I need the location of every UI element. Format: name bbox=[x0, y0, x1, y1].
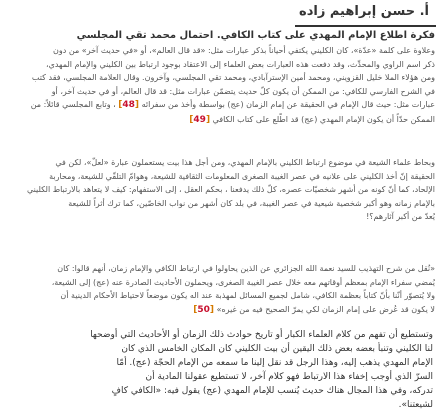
paragraph-line: ومن هؤلاء الملا خليل القزويني، ومحمد أمين الإسترآبادي، ومحمد تقي المجلسي، وآخرون. وقال العلامة المجلسي، فقد كتب bbox=[31, 73, 435, 82]
paragraph-3-quote bbox=[11, 262, 435, 317]
paragraph-line: وبحاط علماء الشيعة في موضوع ارتباط الكليني بالإمام المهدي، ومن أجل هذا بيت يستعملون عبارة «لعلّ»، لكن في bbox=[55, 158, 435, 167]
paragraph-line: تدركه، وفي هذا المجال هناك حديث يُنسب للإمام المهدي (عج) يقول فيه: «الكافي كافٍ bbox=[111, 386, 433, 396]
footnote-ref-49[interactable]: [49] bbox=[189, 114, 211, 125]
paragraph-line: ولا يُتصوّر أنّنا بأنّ كتاباً بعظمة الكافي، شامل لجميع المسائل لمهذبة عند اله يكون موضعاً لاحتياط الأحكام الدينية أن bbox=[60, 291, 435, 300]
paragraph-line: الحقيقة إنّ أخذ الكليني على علانيه في عصر الغيبة الصغرى المعلومات الثقافية للشيعة، وهوامّ التلقّي للشيعة، ومحاربة bbox=[49, 171, 435, 181]
paragraph-line: في الشرح الفارسي للكافي: من الممكن أن يكون كلّ حديث يتضمّن عبارات مثل: قد قال العالم، أو في حديث آخر، أو bbox=[51, 86, 435, 96]
paragraph-line bbox=[11, 98, 435, 113]
author-heading bbox=[295, 2, 435, 24]
paragraph-1 bbox=[11, 44, 435, 127]
paragraph-text: عبارات مثل: حيث قال الإمام في الحقيقة عن إمام الزمان (عج) بواسطة وأخذ من سفرائه bbox=[141, 100, 435, 109]
footnote-ref-48[interactable]: [48] bbox=[118, 100, 140, 110]
paragraph-line: الإمام المهدي يذهب إليه، وهذا الرجل قد نقل إلينا ما سمعه من الإمام الحجّة (عج). أمّا bbox=[116, 358, 433, 368]
paragraph-text: ، وتابع المجلسي قائلاً: من bbox=[30, 100, 116, 109]
footnote-ref-50[interactable]: [50] bbox=[193, 304, 215, 315]
paragraph-4 bbox=[21, 328, 433, 412]
paragraph-line: وعلاوة على كلمة «عدّة»، كان الكليني يكتفي أحياناً بذكر عبارات مثل: «قد قال العالم»، أو «في حديث آخر» من دون bbox=[53, 46, 435, 55]
section-title: فكرة اطلاع الإمام المهدي على كتاب الكافي. احتمال محمد تقي المجلسي bbox=[76, 30, 435, 41]
paragraph-line: الإلحاد، كما أنّ كونه من أشهر شخصيّات عصره، كلّ ذلك يدفعنا ، بحكم العقل ، إلى الاستفهام: كيف لا يتعاهد بالارتباط الكليني bbox=[26, 185, 435, 194]
paragraph-line: يُعدّ من أكبر آثارهم؟! bbox=[366, 212, 435, 221]
paragraph-line: لشيعتنا». bbox=[398, 400, 433, 410]
paragraph-2 bbox=[11, 156, 435, 224]
paragraph-line bbox=[11, 113, 435, 128]
paragraph-line: بالإمام زمانه وهو أكبر شخصية شيعية في عصر الغيبة، في بلد كان أشهر من نواب الخاصّين، كما ترك أثراً للشيعة bbox=[68, 198, 435, 208]
paragraph-line: السرّ الذي أوجب إخفاء هذا الارتباط فهو كلام آخر، لا تستطيع عقولنا المادية أن bbox=[145, 372, 433, 382]
paragraph-line: «نُقل من شرح التهذيب للسيد نعمة الله الجزائري عن الذين يحاولوا في ارتباط الكافي والإمام زمان، أنهم قالوا: كان bbox=[57, 264, 435, 273]
paragraph-text: لا يكون قد عُرض على إمام الزمان لكي يمرّ الصحيح فيه من غيره» bbox=[216, 304, 435, 314]
paragraph-line: وتستطيع أن تفهم من كلام العلماء الكبار أو تاريخ حوادث ذلك الزمان أو الأحاديث التي أوضحها bbox=[90, 330, 433, 340]
paragraph-line: لنا الكليني وتنبأ بعضه بعض ذلك اليقين أن بيت الكليني كان المكان الخامس الذي كان bbox=[121, 344, 433, 354]
paragraph-text: الممكن حدّاً أن يكون الإمام المهدي (عج) قد اطّلع على كتاب الكافي bbox=[212, 114, 435, 124]
paragraph-line bbox=[11, 303, 435, 318]
paragraph-line: ذكر اسم الراوي والمحدِّث، وقد دفعت هذه العبارات بعض العلماء إلى الاعتقاد بوجود ارتباط بين الكليني والإمام المهدي، bbox=[46, 59, 435, 69]
author-underline bbox=[295, 25, 436, 27]
author-name: أ. حسن إبراهيم زاده bbox=[299, 4, 429, 19]
paragraph-line: يُمضي سفراء الإمام بمعظم أوقاتهم معه خلال عصر الغيبة الصغرى، ويحملون الأحاديث الصادرة عنه (عج) إلى الشيعة، bbox=[51, 277, 435, 287]
